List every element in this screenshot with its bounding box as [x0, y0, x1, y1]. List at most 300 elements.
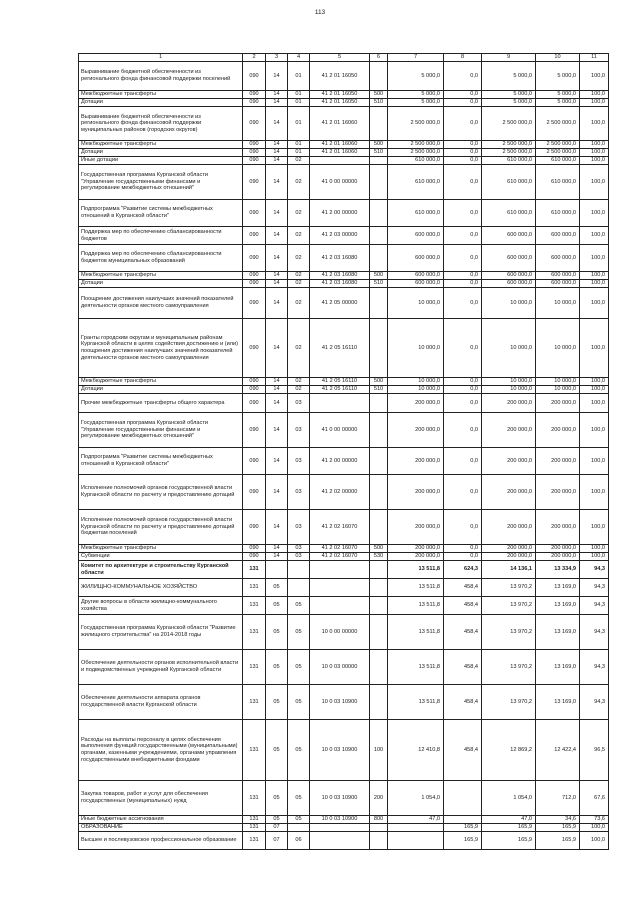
row-section: 05 — [266, 579, 288, 597]
row-admin-code: 090 — [243, 272, 266, 280]
row-execution-percent: 100,0 — [580, 386, 609, 394]
row-subsection: 03 — [288, 448, 310, 475]
row-name: Дотации — [79, 280, 243, 288]
row-name: Исполнение полномочий органов государственной власти Курганской области по расчету и предоставлению дотаций бюджетам поселений — [79, 510, 243, 545]
row-expense-type — [370, 157, 388, 165]
row-target-article — [310, 561, 370, 579]
row-name: Межбюджетные трансферты — [79, 91, 243, 99]
row-changes: 0,0 — [444, 245, 482, 272]
row-changes: 458,4 — [444, 685, 482, 720]
row-approved-plan: 2 500 000,0 — [388, 141, 444, 149]
row-expense-type — [370, 319, 388, 378]
row-approved-plan: 10 000,0 — [388, 386, 444, 394]
row-section: 05 — [266, 597, 288, 615]
row-name: Исполнение полномочий органов государственной власти Курганской области по расчету и предоставлению дотаций — [79, 475, 243, 510]
row-executed: 13 169,0 — [536, 579, 580, 597]
row-execution-percent: 100,0 — [580, 510, 609, 545]
table-row — [79, 99, 609, 107]
budget-table-container — [78, 53, 608, 850]
row-subsection: 05 — [288, 615, 310, 650]
row-changes: 0,0 — [444, 149, 482, 157]
table-row — [79, 545, 609, 553]
row-subsection: 02 — [288, 280, 310, 288]
row-execution-percent: 100,0 — [580, 107, 609, 141]
row-expense-type — [370, 394, 388, 413]
table-row — [79, 553, 609, 561]
row-section: 14 — [266, 227, 288, 245]
row-refined-plan: 10 000,0 — [482, 386, 536, 394]
row-subsection: 02 — [288, 157, 310, 165]
row-expense-type — [370, 165, 388, 200]
row-execution-percent: 100,0 — [580, 149, 609, 157]
row-executed: 10 000,0 — [536, 288, 580, 319]
row-execution-percent: 100,0 — [580, 99, 609, 107]
row-admin-code: 090 — [243, 378, 266, 386]
row-approved-plan — [388, 832, 444, 850]
row-approved-plan: 10 000,0 — [388, 319, 444, 378]
row-admin-code: 090 — [243, 510, 266, 545]
row-expense-type: 510 — [370, 149, 388, 157]
row-approved-plan: 10 000,0 — [388, 378, 444, 386]
row-expense-type — [370, 685, 388, 720]
table-row — [79, 413, 609, 448]
table-row — [79, 832, 609, 850]
row-target-article: 41 2 03 16080 — [310, 245, 370, 272]
row-admin-code: 090 — [243, 200, 266, 227]
row-admin-code: 090 — [243, 165, 266, 200]
row-executed: 13 169,0 — [536, 685, 580, 720]
page-number: 113 — [314, 9, 326, 16]
row-target-article: 41 2 00 00000 — [310, 448, 370, 475]
row-admin-code: 090 — [243, 157, 266, 165]
row-name: Расходы на выплаты персоналу в целях обеспечения выполнения функций государственными (муниципальными) органами, казенными учреждениями, органами управления государственными внебюджетными фондами — [79, 720, 243, 781]
row-target-article: 10 0 03 10900 — [310, 720, 370, 781]
row-subsection: 02 — [288, 200, 310, 227]
row-target-article — [310, 579, 370, 597]
row-execution-percent: 67,6 — [580, 781, 609, 816]
row-target-article: 41 2 02 16070 — [310, 553, 370, 561]
row-execution-percent: 100,0 — [580, 280, 609, 288]
row-admin-code: 131 — [243, 650, 266, 685]
row-target-article: 41 0 00 00000 — [310, 165, 370, 200]
table-row — [79, 561, 609, 579]
row-admin-code: 090 — [243, 386, 266, 394]
row-execution-percent: 100,0 — [580, 319, 609, 378]
table-row — [79, 720, 609, 781]
row-execution-percent: 100,0 — [580, 378, 609, 386]
row-name: Государственная программа Курганской области "Управление государственными финансами и регулирование межбюджетных отношений" — [79, 165, 243, 200]
row-admin-code: 131 — [243, 781, 266, 816]
row-approved-plan: 13 511,8 — [388, 561, 444, 579]
row-executed: 610 000,0 — [536, 165, 580, 200]
row-execution-percent: 100,0 — [580, 545, 609, 553]
row-executed: 13 169,0 — [536, 597, 580, 615]
row-refined-plan: 13 970,2 — [482, 685, 536, 720]
row-section: 14 — [266, 510, 288, 545]
row-expense-type: 530 — [370, 553, 388, 561]
row-admin-code: 090 — [243, 149, 266, 157]
row-expense-type: 500 — [370, 141, 388, 149]
table-row — [79, 597, 609, 615]
row-approved-plan: 13 511,8 — [388, 579, 444, 597]
row-approved-plan: 13 511,8 — [388, 685, 444, 720]
row-expense-type — [370, 597, 388, 615]
row-refined-plan: 14 136,1 — [482, 561, 536, 579]
row-expense-type — [370, 579, 388, 597]
row-approved-plan: 200 000,0 — [388, 553, 444, 561]
row-refined-plan: 200 000,0 — [482, 553, 536, 561]
row-section: 14 — [266, 200, 288, 227]
row-refined-plan: 600 000,0 — [482, 245, 536, 272]
row-name: Гранты городским округам и муниципальным районам Курганской области в целях содействия достижению и (или) поощрения достижения наилучших значений показателей деятельности органов местного самоуправления — [79, 319, 243, 378]
row-section: 14 — [266, 272, 288, 280]
row-subsection: 05 — [288, 720, 310, 781]
row-target-article — [310, 824, 370, 832]
column-header: 6 — [370, 54, 388, 62]
row-execution-percent: 100,0 — [580, 227, 609, 245]
row-approved-plan: 13 511,8 — [388, 650, 444, 685]
row-section: 14 — [266, 413, 288, 448]
row-approved-plan: 610 000,0 — [388, 165, 444, 200]
table-row — [79, 475, 609, 510]
row-execution-percent: 100,0 — [580, 245, 609, 272]
row-changes: 0,0 — [444, 165, 482, 200]
row-section: 14 — [266, 107, 288, 141]
row-admin-code: 090 — [243, 227, 266, 245]
table-row — [79, 149, 609, 157]
row-changes: 0,0 — [444, 280, 482, 288]
row-refined-plan: 200 000,0 — [482, 413, 536, 448]
row-expense-type: 500 — [370, 545, 388, 553]
row-refined-plan: 1 054,0 — [482, 781, 536, 816]
row-target-article: 41 2 02 16070 — [310, 510, 370, 545]
row-refined-plan: 12 869,2 — [482, 720, 536, 781]
row-changes: 458,4 — [444, 597, 482, 615]
table-row — [79, 448, 609, 475]
row-execution-percent: 94,3 — [580, 685, 609, 720]
row-section: 05 — [266, 781, 288, 816]
row-approved-plan: 13 511,8 — [388, 615, 444, 650]
row-execution-percent: 100,0 — [580, 91, 609, 99]
row-refined-plan: 610 000,0 — [482, 157, 536, 165]
row-executed: 10 000,0 — [536, 319, 580, 378]
row-changes: 0,0 — [444, 107, 482, 141]
row-section: 05 — [266, 685, 288, 720]
row-refined-plan: 5 000,0 — [482, 62, 536, 91]
row-section: 05 — [266, 615, 288, 650]
row-admin-code: 090 — [243, 553, 266, 561]
table-row — [79, 200, 609, 227]
row-admin-code: 131 — [243, 615, 266, 650]
row-section: 14 — [266, 288, 288, 319]
row-expense-type — [370, 107, 388, 141]
row-executed: 13 169,0 — [536, 615, 580, 650]
row-target-article: 10 0 03 10900 — [310, 685, 370, 720]
row-subsection — [288, 824, 310, 832]
row-name: Обеспечение деятельности аппарата органов государственной власти Курганской области — [79, 685, 243, 720]
row-section: 05 — [266, 650, 288, 685]
row-refined-plan: 13 970,2 — [482, 597, 536, 615]
row-section — [266, 561, 288, 579]
row-admin-code: 131 — [243, 824, 266, 832]
row-changes: 0,0 — [444, 91, 482, 99]
row-name: Прочие межбюджетные трансферты общего характера — [79, 394, 243, 413]
table-header-row — [79, 54, 609, 62]
row-changes: 0,0 — [444, 272, 482, 280]
table-row — [79, 280, 609, 288]
row-execution-percent: 100,0 — [580, 200, 609, 227]
row-refined-plan: 10 000,0 — [482, 378, 536, 386]
row-changes — [444, 781, 482, 816]
row-target-article — [310, 394, 370, 413]
row-changes: 0,0 — [444, 386, 482, 394]
column-header: 10 — [536, 54, 580, 62]
row-subsection: 01 — [288, 91, 310, 99]
row-admin-code: 090 — [243, 394, 266, 413]
table-row — [79, 394, 609, 413]
row-executed: 5 000,0 — [536, 99, 580, 107]
row-admin-code: 090 — [243, 99, 266, 107]
row-executed: 2 500 000,0 — [536, 149, 580, 157]
row-executed: 600 000,0 — [536, 272, 580, 280]
row-approved-plan: 200 000,0 — [388, 448, 444, 475]
row-subsection — [288, 561, 310, 579]
row-changes: 165,9 — [444, 832, 482, 850]
row-executed: 200 000,0 — [536, 475, 580, 510]
row-expense-type: 100 — [370, 720, 388, 781]
row-refined-plan: 610 000,0 — [482, 200, 536, 227]
row-execution-percent: 100,0 — [580, 448, 609, 475]
row-refined-plan: 165,9 — [482, 824, 536, 832]
table-row — [79, 91, 609, 99]
table-row — [79, 824, 609, 832]
row-refined-plan: 13 970,2 — [482, 579, 536, 597]
row-section: 14 — [266, 149, 288, 157]
row-target-article: 41 2 01 16060 — [310, 107, 370, 141]
row-section: 14 — [266, 157, 288, 165]
column-header: 11 — [580, 54, 609, 62]
row-subsection: 02 — [288, 165, 310, 200]
row-expense-type — [370, 832, 388, 850]
row-refined-plan: 200 000,0 — [482, 510, 536, 545]
row-approved-plan: 12 410,8 — [388, 720, 444, 781]
table-row — [79, 650, 609, 685]
row-subsection: 05 — [288, 816, 310, 824]
row-subsection: 02 — [288, 319, 310, 378]
column-header: 3 — [266, 54, 288, 62]
row-changes: 0,0 — [444, 319, 482, 378]
row-executed: 165,9 — [536, 832, 580, 850]
row-executed: 165,9 — [536, 824, 580, 832]
row-execution-percent: 100,0 — [580, 832, 609, 850]
row-approved-plan: 10 000,0 — [388, 288, 444, 319]
row-admin-code: 131 — [243, 720, 266, 781]
row-refined-plan: 200 000,0 — [482, 475, 536, 510]
row-execution-percent: 96,5 — [580, 720, 609, 781]
row-execution-percent: 100,0 — [580, 165, 609, 200]
row-expense-type: 510 — [370, 386, 388, 394]
row-expense-type — [370, 650, 388, 685]
row-target-article: 41 2 01 16050 — [310, 91, 370, 99]
row-execution-percent: 100,0 — [580, 394, 609, 413]
row-target-article: 41 2 05 16110 — [310, 386, 370, 394]
row-expense-type — [370, 288, 388, 319]
row-changes: 0,0 — [444, 141, 482, 149]
row-executed: 600 000,0 — [536, 245, 580, 272]
row-execution-percent: 100,0 — [580, 413, 609, 448]
row-target-article: 41 2 01 16050 — [310, 62, 370, 91]
row-target-article: 10 0 00 00000 — [310, 615, 370, 650]
row-subsection: 05 — [288, 685, 310, 720]
row-changes: 0,0 — [444, 448, 482, 475]
row-section: 14 — [266, 245, 288, 272]
row-expense-type: 510 — [370, 280, 388, 288]
table-row — [79, 319, 609, 378]
row-approved-plan: 13 511,8 — [388, 597, 444, 615]
row-executed: 600 000,0 — [536, 280, 580, 288]
row-expense-type — [370, 413, 388, 448]
row-subsection: 01 — [288, 62, 310, 91]
row-target-article: 41 2 01 16060 — [310, 149, 370, 157]
row-refined-plan: 10 000,0 — [482, 319, 536, 378]
row-refined-plan: 600 000,0 — [482, 280, 536, 288]
row-executed: 610 000,0 — [536, 157, 580, 165]
row-changes: 0,0 — [444, 378, 482, 386]
row-approved-plan: 2 500 000,0 — [388, 149, 444, 157]
row-executed: 712,0 — [536, 781, 580, 816]
row-section: 14 — [266, 62, 288, 91]
row-executed: 34,6 — [536, 816, 580, 824]
row-approved-plan: 600 000,0 — [388, 245, 444, 272]
row-name: Иные дотации — [79, 157, 243, 165]
row-name: Межбюджетные трансферты — [79, 141, 243, 149]
row-changes: 0,0 — [444, 394, 482, 413]
row-changes: 458,4 — [444, 720, 482, 781]
row-target-article: 41 2 03 16080 — [310, 280, 370, 288]
row-expense-type — [370, 448, 388, 475]
row-executed: 13 169,0 — [536, 650, 580, 685]
row-name: Поддержка мер по обеспечению сбалансированности бюджетов — [79, 227, 243, 245]
row-admin-code: 131 — [243, 597, 266, 615]
row-subsection: 03 — [288, 553, 310, 561]
row-expense-type: 800 — [370, 816, 388, 824]
row-refined-plan: 13 970,2 — [482, 650, 536, 685]
row-execution-percent: 94,3 — [580, 615, 609, 650]
row-expense-type: 510 — [370, 99, 388, 107]
row-refined-plan: 5 000,0 — [482, 99, 536, 107]
row-name: Обеспечение деятельности органов исполнительной власти и подведомственных учреждений Курганской области — [79, 650, 243, 685]
row-subsection: 01 — [288, 107, 310, 141]
row-executed: 610 000,0 — [536, 200, 580, 227]
row-changes — [444, 816, 482, 824]
row-executed: 2 500 000,0 — [536, 107, 580, 141]
row-execution-percent: 94,3 — [580, 650, 609, 685]
row-changes: 0,0 — [444, 200, 482, 227]
row-section: 14 — [266, 91, 288, 99]
row-approved-plan — [388, 824, 444, 832]
row-subsection: 02 — [288, 227, 310, 245]
row-expense-type — [370, 561, 388, 579]
row-expense-type — [370, 245, 388, 272]
row-subsection: 02 — [288, 288, 310, 319]
row-approved-plan: 5 000,0 — [388, 99, 444, 107]
row-section: 14 — [266, 553, 288, 561]
row-approved-plan: 200 000,0 — [388, 510, 444, 545]
table-row — [79, 386, 609, 394]
row-admin-code: 090 — [243, 245, 266, 272]
row-approved-plan: 600 000,0 — [388, 272, 444, 280]
row-subsection: 02 — [288, 272, 310, 280]
table-row — [79, 816, 609, 824]
column-header: 4 — [288, 54, 310, 62]
row-execution-percent: 94,3 — [580, 597, 609, 615]
row-admin-code: 090 — [243, 62, 266, 91]
row-subsection: 01 — [288, 99, 310, 107]
row-name: Государственная программа Курганской области "Управление государственными финансами и регулирование межбюджетных отношений" — [79, 413, 243, 448]
row-refined-plan: 200 000,0 — [482, 448, 536, 475]
table-row — [79, 107, 609, 141]
row-target-article: 41 2 03 00000 — [310, 227, 370, 245]
row-expense-type — [370, 824, 388, 832]
row-subsection: 03 — [288, 394, 310, 413]
row-expense-type — [370, 475, 388, 510]
row-subsection: 05 — [288, 597, 310, 615]
row-refined-plan: 200 000,0 — [482, 394, 536, 413]
row-subsection: 03 — [288, 413, 310, 448]
row-approved-plan: 610 000,0 — [388, 157, 444, 165]
row-approved-plan: 600 000,0 — [388, 227, 444, 245]
row-approved-plan: 2 500 000,0 — [388, 107, 444, 141]
row-changes: 165,9 — [444, 824, 482, 832]
row-changes: 458,4 — [444, 615, 482, 650]
row-target-article — [310, 597, 370, 615]
row-section: 14 — [266, 378, 288, 386]
row-expense-type — [370, 200, 388, 227]
row-subsection — [288, 579, 310, 597]
row-target-article: 41 2 01 16060 — [310, 141, 370, 149]
row-execution-percent: 100,0 — [580, 288, 609, 319]
row-name: Комитет по архитектуре и строительству Курганской области — [79, 561, 243, 579]
row-executed: 10 000,0 — [536, 378, 580, 386]
row-admin-code: 090 — [243, 319, 266, 378]
row-subsection: 03 — [288, 475, 310, 510]
row-executed: 200 000,0 — [536, 553, 580, 561]
row-name: Дотации — [79, 99, 243, 107]
row-expense-type: 500 — [370, 91, 388, 99]
row-refined-plan: 600 000,0 — [482, 227, 536, 245]
row-section: 07 — [266, 824, 288, 832]
row-admin-code: 090 — [243, 545, 266, 553]
row-changes: 0,0 — [444, 227, 482, 245]
row-target-article: 10 0 03 00000 — [310, 650, 370, 685]
column-header: 5 — [310, 54, 370, 62]
row-changes: 624,3 — [444, 561, 482, 579]
row-target-article: 41 2 05 16110 — [310, 319, 370, 378]
row-execution-percent: 94,3 — [580, 579, 609, 597]
row-executed: 2 500 000,0 — [536, 141, 580, 149]
row-approved-plan: 610 000,0 — [388, 200, 444, 227]
row-name: ЖИЛИЩНО-КОММУНАЛЬНОЕ ХОЗЯЙСТВО — [79, 579, 243, 597]
row-admin-code: 090 — [243, 288, 266, 319]
row-executed: 200 000,0 — [536, 394, 580, 413]
row-changes: 0,0 — [444, 510, 482, 545]
budget-table-body — [79, 54, 609, 850]
table-row — [79, 781, 609, 816]
row-expense-type — [370, 62, 388, 91]
row-section: 14 — [266, 475, 288, 510]
row-changes: 0,0 — [444, 288, 482, 319]
row-executed: 12 422,4 — [536, 720, 580, 781]
